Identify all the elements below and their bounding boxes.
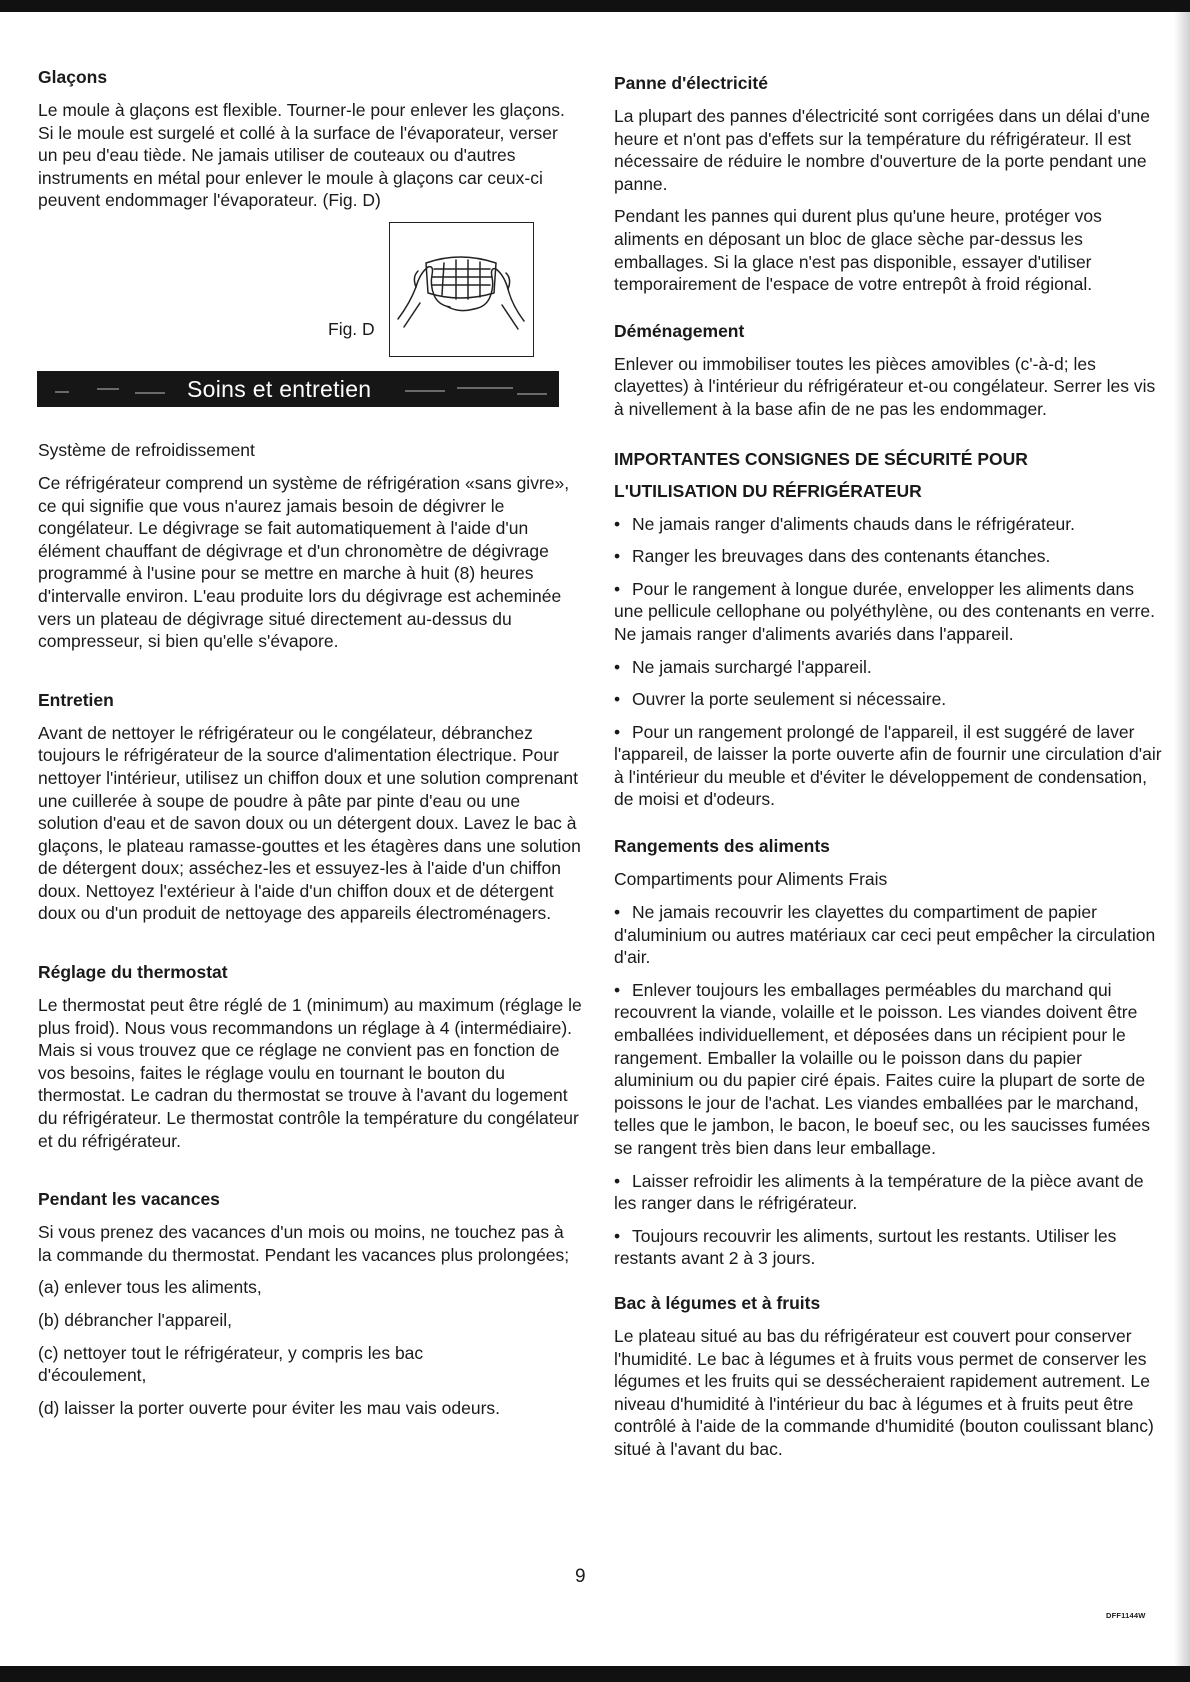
text-entretien: Avant de nettoyer le réfrigérateur ou le congélateur, débranchez toujours le réfrigérateur de la source d'alimentation électrique. Pour nettoyer l'intérieur, utilisez un chiffon doux et une solution comprenant une cuillerée à soupe de poudre à pâte par pinte d'eau ou une solution d'eau et de savon doux ou un détergent doux. Lavez le bac à glaçons, le plateau ramasse-gouttes et les étagères dans une solution de détergent doux; asséchez-les et essuyez-les à l'aide d'un chiffon doux. Nettoyez l'extérieur à l'aide d'un chiffon doux et de détergent doux ou d'un produit de nettoyage des appareils électroménagers. [38,722,581,924]
hands-twisting-ice-tray-icon [390,223,532,355]
list-item: • Ne jamais recouvrir les clayettes du compartiment de papier d'aluminium ou autres matériaux car ceci peut empêcher la circulation d'air. [614,902,1156,968]
list-item: (c) nettoyer tout le réfrigérateur, y compris les bac d'écoulement, [38,1342,424,1386]
section-glacons [38,66,586,212]
list-item: • Ne jamais ranger d'aliments chauds dans le réfrigérateur. [614,513,1076,534]
heading-vacances: Pendant les vacances [38,1189,220,1210]
heading-securite-2: L'UTILISATION DU RÉFRIGÉRATEUR [614,480,922,501]
section-panne [614,72,1162,296]
bullet-text: Ne jamais surchargé l'appareil. [632,656,872,677]
text-panne-1: La plupart des pannes d'électricité sont corrigées dans un délai d'une heure et n'ont pas d'effets sur la température du réfrigérateur. Il est nécessaire de réduire le nombre d'ouverture de la porte pendant une panne. [614,106,1150,194]
top-border [0,0,1190,12]
text-demenagement: Enlever ou immobiliser toutes les pièces amovibles (c'-à-d; les clayettes) à l'intérieur du réfrigérateur et-ou congélateur. Serrer les vis à nivellement à la base afin de ne pas les endommager. [614,353,1156,419]
figure-label: Fig. D [328,318,375,339]
banner-title: Soins et entretien [187,375,372,402]
list-item: (b) débrancher l'appareil, [38,1310,233,1330]
right-column [614,72,1162,1471]
scan-edge-shadow [1174,12,1190,1666]
heading-refroidissement: Système de refroidissement [38,439,255,460]
text-refroidissement: Ce réfrigérateur comprend un système de réfrigération «sans givre», ce qui signifie que vous n'aurez jamais besoin de dégivrer le congélateur. Le dégivrage se fait automatiquement à l'aide d'un élément chauffant de dégivrage et d'un chronomètre de dégivrage programmé à l'usine pour se mettre en marche à huit (8) heures d'intervalle environ. L'eau produite lors du dégivrage est acheminée vers un plateau de dégivrage situé directement au-dessus du compresseur, si bien qu'elle s'évapore. [38,472,570,652]
bottom-border [0,1666,1190,1682]
text-glacons: Le moule à glaçons est flexible. Tourner-le pour enlever les glaçons. Si le moule est surgelé et collé à la surface de l'évaporateur, verser un peu d'eau tiède. Ne jamais utiliser de couteaux ou d'autres instruments en métal pour enlever le moule à glaçons car ceux-ci peuvent endommager l'évaporateur. (Fig. D) [38,100,565,211]
section-refroidissement [38,439,586,653]
heading-entretien: Entretien [38,689,114,710]
section-entretien [38,689,586,925]
bullet-text: Ranger les breuvages dans des contenants étanches. [632,546,1051,567]
banner-decoration [457,387,513,389]
list-item: • Ranger les breuvages dans des contenants étanches. [614,546,1051,567]
page-number: 9 [575,1566,586,1587]
bullet-text: Ne jamais ranger d'aliments chauds dans le réfrigérateur. [632,513,1076,534]
heading-securite-1: IMPORTANTES CONSIGNES DE SÉCURITÉ POUR [614,448,1028,469]
heading-rangements: Rangements des aliments [614,836,830,857]
list-item: • Toujours recouvrir les aliments, surtout les restants. Utiliser les restants avant 2 à 3 jours. [614,1225,1117,1269]
list-item: (a) enlever tous les aliments, [38,1277,262,1298]
text-bac: Le plateau situé au bas du réfrigérateur est couvert pour conserver l'humidité. Le bac à légumes et à fruits vous permet de conserver les légumes et les fruits qui se dessécheraient rapidement autrement. Le niveau d'humidité à l'intérieur du bac à légumes et à fruits peut être contrôlé à l'aide de la commande d'humidité (bouton coulissant blanc) situé à l'avant du bac. [614,1325,1154,1459]
bullet-text: Ouvrer la porte seulement si nécessaire. [632,689,947,710]
document-code: DFF1144W [1106,1611,1146,1620]
ice-tray-illustration [389,222,534,357]
section-securite [614,443,1162,812]
list-item: • Ouvrer la porte seulement si nécessaire. [614,689,947,710]
list-item: • Pour un rangement prolongé de l'appareil, il est suggéré de laver l'appareil, de laisser la porte ouverte afin de fournir une circulation d'air à l'intérieur du meuble et d'éviter le développement de condensation, de moisi et d'odeurs. [614,721,1162,810]
subheading-rangements: Compartiments pour Aliments Frais [614,869,888,890]
bullet-text: Laisser refroidir les aliments à la température de la pièce avant de les ranger dans le réfrigérateur. [614,1170,1144,1214]
section-vacances [38,1188,586,1419]
list-item: (d) laisser la porter ouverte pour éviter les mau vais odeurs. [38,1397,501,1418]
section-rangements [614,835,1162,1270]
figure-d [38,222,586,357]
bullet-text: Enlever toujours les emballages perméables du marchand qui recouvrent la viande, volaille et le poisson. Les viandes doivent être emballées individuellement, et déposées dans un récipient pour le rangement. Emballer la volaille ou le poisson dans du papier aluminium ou du papier ciré épais. Faites cuire la plupart de sorte de poissons le jour de l'achat. Les viandes emballées par le marchand, telles que le jambon, le bacon, le boeuf sec, ou les saucisses fumées se rangent très bien dans leur emballage. [614,979,1151,1158]
banner-decoration [135,392,165,394]
banner-decoration [55,391,69,393]
bullet-text: Toujours recouvrir les aliments, surtout les restants. Utiliser les restants avant 2 à 3 jours. [614,1225,1117,1269]
banner-decoration [405,390,445,392]
list-item: • Ne jamais surchargé l'appareil. [614,656,872,677]
bullet-text: Pour le rangement à longue durée, envelopper les aliments dans une pellicule cellophane ou polyéthylène, ou des contenants en verre. Ne jamais ranger d'aliments avariés dans l'appareil. [614,578,1155,644]
text-panne-2: Pendant les pannes qui durent plus qu'une heure, protéger vos aliments en déposant un bloc de glace sèche par-dessus les emballages. Si la glace n'est pas disponible, essayer d'utiliser temporairement de l'espace de votre entrepôt à froid régional. [614,206,1102,295]
heading-panne: Panne d'électricité [614,73,768,93]
section-demenagement [614,320,1162,421]
heading-demenagement: Déménagement [614,320,745,341]
section-thermostat [38,961,586,1152]
heading-glacons: Glaçons [38,67,108,87]
text-vacances: Si vous prenez des vacances d'un mois ou moins, ne touchez pas à la commande du thermostat. Pendant les vacances plus prolongées; [38,1222,570,1265]
bullet-text: Pour un rangement prolongé de l'appareil, il est suggéré de laver l'appareil, de laisser la porte ouverte afin de fournir une circulation d'air à l'intérieur du meuble et d'éviter le développement de condensation, de moisi et d'odeurs. [614,721,1162,810]
section-banner [37,371,559,407]
list-item: • Laisser refroidir les aliments à la température de la pièce avant de les ranger dans le réfrigérateur. [614,1170,1144,1214]
list-item: • Pour le rangement à longue durée, envelopper les aliments dans une pellicule cellophane ou polyéthylène, ou des contenants en verre. Ne jamais ranger d'aliments avariés dans l'appareil. [614,578,1155,644]
heading-thermostat: Réglage du thermostat [38,962,228,983]
banner-decoration [97,388,119,390]
section-bac [614,1292,1162,1461]
bullet-text: Ne jamais recouvrir les clayettes du compartiment de papier d'aluminium ou autres matériaux car ceci peut empêcher la circulation d'air. [614,902,1156,968]
list-item: • Enlever toujours les emballages perméables du marchand qui recouvrent la viande, volaille et le poisson. Les viandes doivent être emballées individuellement, et déposées dans un récipient pour le rangement. Emballer la volaille ou le poisson dans du papier aluminium ou du papier ciré épais. Faites cuire la plupart de sorte de poissons le jour de l'achat. Les viandes emballées par le marchand, telles que le jambon, le bacon, le boeuf sec, ou les saucisses fumées se rangent très bien dans leur emballage. [614,979,1151,1158]
banner-decoration [517,393,547,395]
left-column [38,66,586,1429]
heading-bac: Bac à légumes et à fruits [614,1292,821,1313]
text-thermostat: Le thermostat peut être réglé de 1 (minimum) au maximum (réglage le plus froid). Nous vous recommandons un réglage à 4 (intermédiaire). Mais si vous trouvez que ce réglage ne convient pas en fonction de vos besoins, faites le réglage voulu en tournant le bouton du thermostat. Le cadran du thermostat se trouve à l'avant du logement du réfrigérateur. Le thermostat contrôle la température du congélateur et du réfrigérateur. [38,995,582,1151]
